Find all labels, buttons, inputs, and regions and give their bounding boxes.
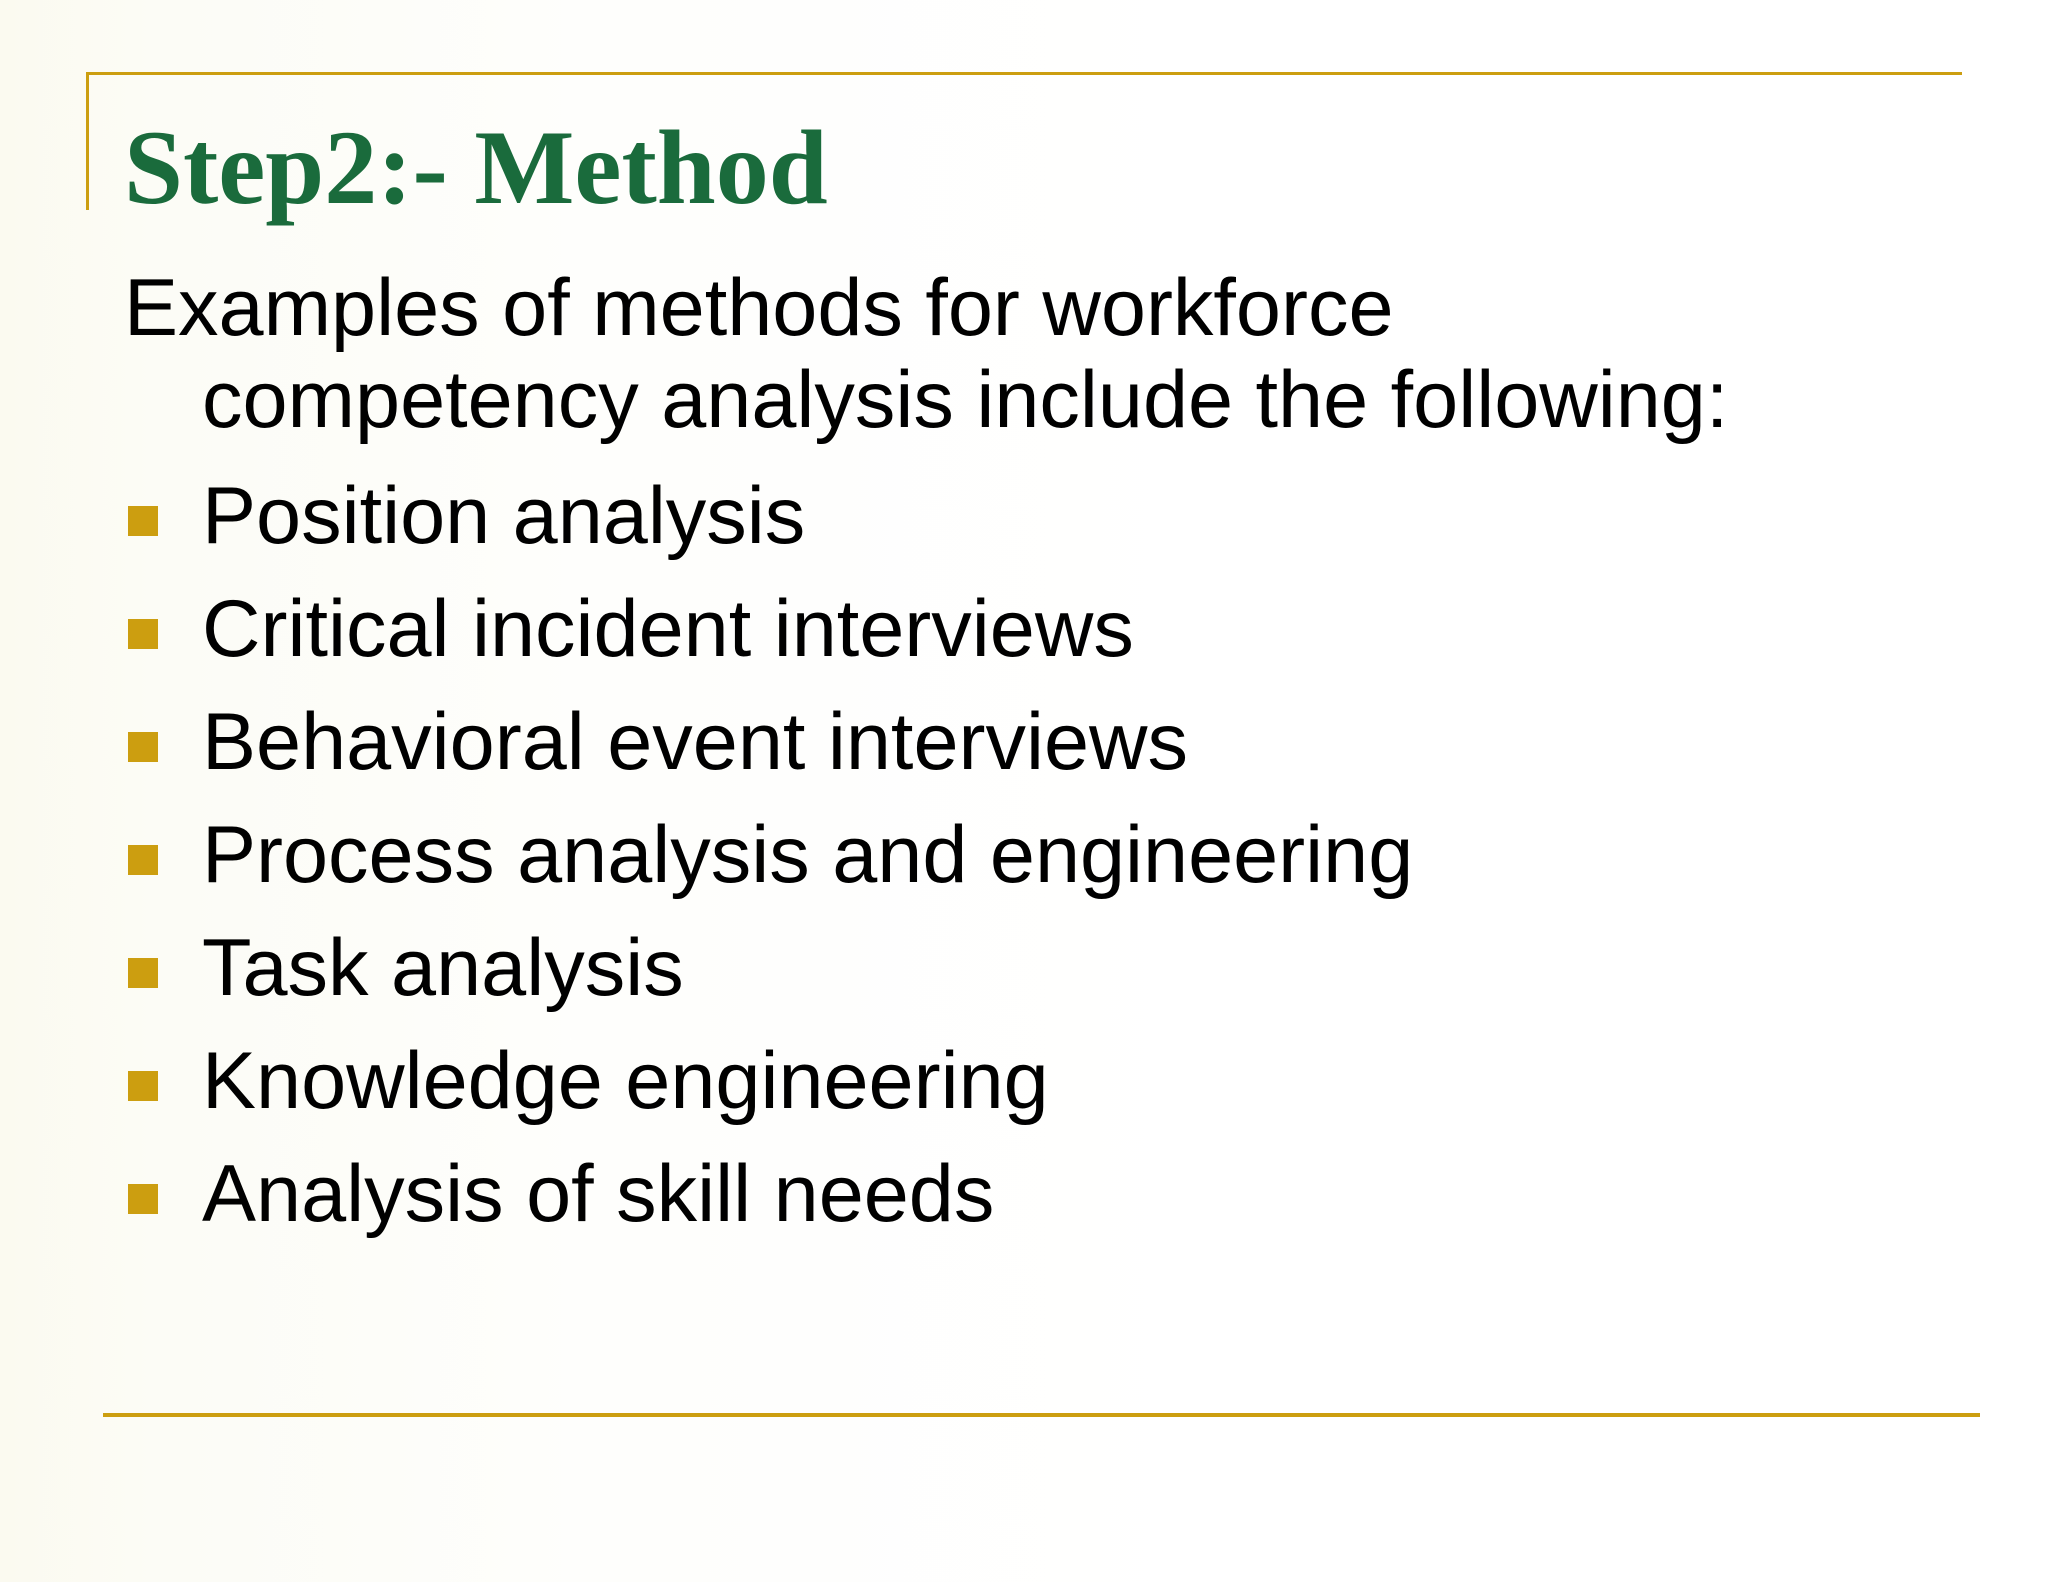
list-item — [124, 1035, 1413, 1148]
list-item-text: Process analysis and engineering — [202, 810, 1414, 900]
list-item — [124, 809, 1413, 922]
square-bullet-icon — [128, 958, 158, 988]
list-item — [124, 470, 1413, 583]
list-item-text: Behavioral event interviews — [202, 697, 1189, 787]
list-item — [124, 696, 1413, 809]
list-item-text: Knowledge engineering — [202, 1036, 1049, 1126]
square-bullet-icon — [128, 1071, 158, 1101]
slide-title: Step2:- Method — [124, 109, 828, 226]
intro-line-2: competency analysis include the following: — [202, 355, 1729, 445]
square-bullet-icon — [128, 732, 158, 762]
list-item-text: Position analysis — [202, 471, 806, 561]
square-bullet-icon — [128, 1184, 158, 1214]
method-list — [124, 470, 1413, 1261]
list-item-text: Analysis of skill needs — [202, 1149, 995, 1239]
list-item — [124, 922, 1413, 1035]
square-bullet-icon — [128, 845, 158, 875]
top-divider — [86, 72, 1962, 75]
list-item-text: Task analysis — [202, 923, 684, 1013]
square-bullet-icon — [128, 506, 158, 536]
intro-line-1: Examples of methods for workforce — [124, 263, 1394, 353]
list-item — [124, 583, 1413, 696]
intro-text — [124, 262, 1884, 446]
bottom-divider — [103, 1413, 1980, 1417]
list-item-text: Critical incident interviews — [202, 584, 1134, 674]
list-item — [124, 1148, 1413, 1261]
left-divider — [86, 72, 89, 210]
square-bullet-icon — [128, 619, 158, 649]
